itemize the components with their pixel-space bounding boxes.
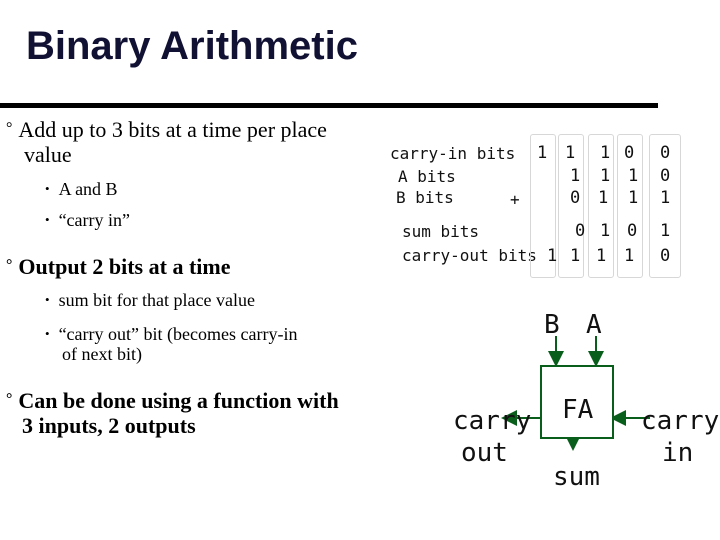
b-digit: 1 (598, 188, 609, 208)
label-carry-in-bits: carry-in bits (390, 144, 516, 163)
full-adder-box (540, 365, 614, 439)
carry-in-digit: 0 (660, 143, 671, 163)
carry-out-digit: 1 (570, 246, 581, 266)
b-digit: 1 (628, 188, 639, 208)
sum-label: sum (553, 462, 600, 492)
carry-out-label-line2: out (461, 438, 508, 468)
label-sum-bits: sum bits (402, 222, 480, 241)
sub-bullet-text: “carry out” bit (becomes carry-in (58, 324, 298, 344)
bullet-marker: ° (6, 391, 13, 408)
sub-bullet-marker: • (45, 212, 50, 227)
carry-in-digit: 1 (600, 143, 611, 163)
carry-in-digit: 0 (624, 143, 635, 163)
sub-bullet-marker: • (45, 326, 50, 341)
sum-digit: 1 (600, 221, 611, 241)
bullet-text: Output 2 bits at a time (18, 254, 231, 279)
a-digit: 1 (600, 166, 611, 186)
carry-out-label-line1: carry (453, 406, 532, 436)
sub-bullet-text: sum bit for that place value (58, 290, 255, 310)
carry-in-label-line2: in (662, 438, 694, 468)
full-adder-label: FA (562, 395, 594, 425)
carry-in-digit: 1 (537, 143, 548, 163)
carry-out-digit: 1 (596, 246, 607, 266)
sub-bullet-marker: • (45, 292, 50, 307)
a-digit: 0 (660, 166, 671, 186)
sub-bullet-carry-out-cont: of next bit) (62, 344, 142, 364)
carry-out-digit: 1 (624, 246, 635, 266)
bullet-marker: ° (6, 120, 13, 137)
page-title: Binary Arithmetic (26, 24, 358, 68)
label-a-bits: A bits (398, 167, 456, 186)
bullet-marker: ° (6, 257, 13, 274)
bullet-function-cont: 3 inputs, 2 outputs (22, 413, 196, 438)
carry-in-label-line1: carry (641, 406, 720, 436)
carry-out-digit: 0 (660, 246, 671, 266)
input-a-label: A (586, 310, 602, 340)
a-digit: 1 (570, 166, 581, 186)
a-digit: 1 (628, 166, 639, 186)
bullet-text: Add up to 3 bits at a time per place (18, 117, 327, 142)
b-digit: 1 (660, 188, 671, 208)
sub-bullet-marker: • (45, 181, 50, 196)
label-b-bits: B bits (396, 188, 454, 207)
b-digit: 0 (570, 188, 581, 208)
sum-digit: 0 (627, 221, 638, 241)
bullet-text: Can be done using a function with (18, 388, 339, 413)
sum-digit: 0 (575, 221, 586, 241)
label-carry-out-bits: carry-out bits (402, 246, 537, 265)
carry-in-digit: 1 (565, 143, 576, 163)
sub-bullet-text: “carry in” (58, 210, 131, 230)
sub-bullet-text: A and B (58, 179, 118, 199)
sum-digit: 1 (660, 221, 671, 241)
carry-out-digit: 1 (547, 246, 558, 266)
plus-sign: + (510, 190, 520, 209)
bullet-add-bits-cont: value (24, 142, 72, 167)
input-b-label: B (544, 310, 560, 340)
